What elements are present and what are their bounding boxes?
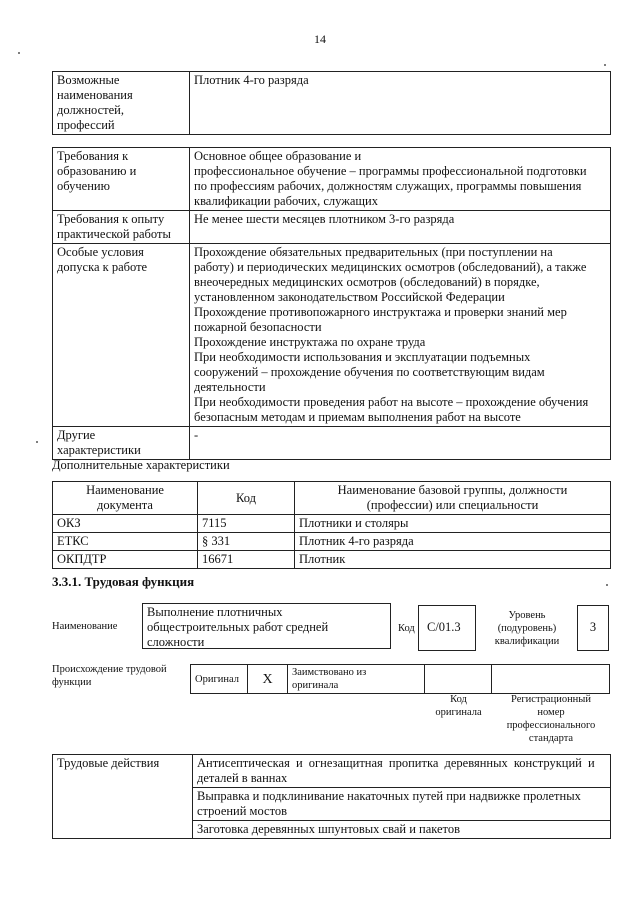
scan-artifact xyxy=(36,441,38,443)
requirements-label-line: обучению xyxy=(57,179,110,193)
scan-artifact xyxy=(606,584,608,586)
reg-number-label-line: профессионального xyxy=(506,720,596,731)
labor-action-item xyxy=(193,821,611,839)
function-code-label: Код xyxy=(398,623,415,634)
header-code-line: Код xyxy=(236,490,256,505)
requirements-value-line: работу) и периодических медицинских осмотров (обследований), а также xyxy=(194,260,587,274)
additional-table xyxy=(52,481,611,569)
requirements-label-line: допуска к работе xyxy=(57,260,148,274)
code-orig-label-line: Код xyxy=(450,694,467,705)
function-level-value: 3 xyxy=(589,620,597,634)
origin-table xyxy=(190,664,610,694)
row-name: Плотник xyxy=(295,551,611,569)
requirements-value-line: профессиональное обучение – программы профессиональной подготовки xyxy=(194,164,587,178)
original-mark-cell xyxy=(248,665,288,694)
original-label: Оригинал xyxy=(195,673,239,685)
row-name: Плотник 4-го разряда xyxy=(295,533,611,551)
requirements-label-cell xyxy=(53,148,190,211)
borrowed-label-line: оригинала xyxy=(292,680,339,691)
requirements-row-education xyxy=(53,148,611,211)
labor-action-line: Антисептическая и огнезащитная пропитка деревянных конструкций и xyxy=(197,756,595,770)
requirements-value-line: деятельности xyxy=(194,380,266,394)
header-doc-line: Наименование xyxy=(86,483,164,497)
requirements-label-line: Другие xyxy=(57,428,96,442)
function-level-label-line: (подуровень) xyxy=(497,623,557,634)
additional-header-row xyxy=(53,482,611,515)
function-level-box xyxy=(577,605,609,651)
requirements-value-line: При необходимости проведения работ на высоте – прохождение обучения xyxy=(194,395,589,409)
requirements-value-cell xyxy=(190,244,611,427)
labor-actions-label: Трудовые действия xyxy=(57,756,160,770)
requirements-value-line: Основное общее образование и xyxy=(194,149,362,163)
table-row xyxy=(53,515,611,533)
origin-label xyxy=(52,663,167,689)
requirements-value-cell xyxy=(190,211,611,244)
labor-action-item xyxy=(193,755,611,788)
row-name: Плотники и столяры xyxy=(295,515,611,533)
labor-action-line: деталей в ваннах xyxy=(197,771,288,785)
positions-table xyxy=(52,71,611,135)
function-level-label xyxy=(482,609,572,648)
requirements-value-line: безопасным методам и приемам выполнения работ на высоте xyxy=(194,410,521,424)
requirements-value-line: Не менее шести месяцев плотником 3-го разряда xyxy=(194,212,455,226)
function-level-label-line: Уровень xyxy=(508,610,546,621)
requirements-value-line: - xyxy=(194,428,199,442)
scan-artifact xyxy=(604,64,606,66)
additional-title: Дополнительные характеристики xyxy=(52,458,230,472)
requirements-value-line: Прохождение противопожарного инструктажа и проверки знаний мер xyxy=(194,305,567,319)
positions-label-line: Возможные xyxy=(57,73,120,87)
original-mark: X xyxy=(262,671,273,687)
code-orig-label xyxy=(425,693,492,719)
function-code-value: C/01.3 xyxy=(427,620,461,634)
header-name-line: (профессии) или специальности xyxy=(366,498,539,512)
reg-number-label xyxy=(492,693,610,745)
row-doc: ОКПДТР xyxy=(53,551,198,569)
positions-label-cell xyxy=(53,72,190,135)
row-doc: ОКЗ xyxy=(53,515,198,533)
reg-number-label-line: стандарта xyxy=(528,733,574,744)
function-name-label: Наименование xyxy=(52,621,118,632)
requirements-row-other xyxy=(53,427,611,460)
labor-actions-table xyxy=(52,754,611,839)
origin-label-line: функции xyxy=(52,677,92,688)
borrowed-label-line: Заимствовано из xyxy=(292,667,367,678)
function-name-line: сложности xyxy=(147,635,205,649)
labor-actions-row xyxy=(53,755,611,788)
requirements-value-line: Прохождение обязательных предварительных (при поступлении на xyxy=(194,245,553,259)
requirements-label-cell xyxy=(53,211,190,244)
header-doc xyxy=(53,482,198,515)
requirements-label-line: образованию и xyxy=(57,164,137,178)
header-name xyxy=(295,482,611,515)
function-code-box xyxy=(418,605,476,651)
page-number: 14 xyxy=(314,32,326,46)
requirements-value-line: установленном законодательством Российской Федерации xyxy=(194,290,505,304)
labor-action-line: Заготовка деревянных шпунтовых свай и пакетов xyxy=(197,822,461,836)
borrowed-cell xyxy=(288,665,425,694)
header-name-line: Наименование базовой группы, должности xyxy=(337,483,568,497)
requirements-value-line: внеочередных медицинских осмотров (обследований) в порядке, xyxy=(194,275,540,289)
requirements-value-line: При необходимости использования и эксплуатации подъемных xyxy=(194,350,531,364)
requirements-value-line: по профессиям рабочих, должностям служащих, программы повышения xyxy=(194,179,582,193)
positions-label-line: наименования xyxy=(57,88,133,102)
requirements-label-line: Требования к xyxy=(57,149,129,163)
code-orig-cell xyxy=(425,665,492,694)
reg-number-label-line: Регистрационный xyxy=(511,694,591,705)
function-name-line: общестроительных работ средней xyxy=(147,620,329,634)
function-heading: 3.3.1. Трудовая функция xyxy=(52,574,195,589)
requirements-table xyxy=(52,147,611,460)
requirements-value-cell xyxy=(190,148,611,211)
requirements-label-cell xyxy=(53,244,190,427)
row-code: 16671 xyxy=(198,551,295,569)
row-doc: ЕТКС xyxy=(53,533,198,551)
reg-number-label-line: номер xyxy=(537,707,565,718)
row-code: 7115 xyxy=(198,515,295,533)
requirements-value-line: Прохождение инструктажа по охране труда xyxy=(194,335,426,349)
requirements-label-line: Требования к опыту xyxy=(57,212,165,226)
function-name-line: Выполнение плотничных xyxy=(147,605,283,619)
requirements-value-cell xyxy=(190,427,611,460)
labor-action-item xyxy=(193,788,611,821)
positions-value: Плотник 4-го разряда xyxy=(194,73,309,87)
function-level-label-line: квалификации xyxy=(494,636,560,647)
scan-artifact xyxy=(18,52,20,54)
original-cell xyxy=(191,665,248,694)
code-orig-label-line: оригинала xyxy=(435,707,482,718)
table-row xyxy=(53,533,611,551)
requirements-row-experience xyxy=(53,211,611,244)
requirements-value-line: квалификации рабочих, служащих xyxy=(194,194,378,208)
requirements-label-line: характеристики xyxy=(57,443,141,457)
labor-action-line: строений мостов xyxy=(197,804,288,818)
reg-number-cell xyxy=(492,665,610,694)
origin-label-line: Происхождение трудовой xyxy=(52,664,167,675)
requirements-row-special-conditions xyxy=(53,244,611,427)
requirements-value-line: пожарной безопасности xyxy=(194,320,322,334)
labor-actions-label-cell xyxy=(53,755,193,839)
requirements-value-line: сооружений – прохождение обучения по соответствующим видам xyxy=(194,365,545,379)
table-row xyxy=(53,551,611,569)
requirements-label-line: практической работы xyxy=(57,227,171,241)
requirements-label-cell xyxy=(53,427,190,460)
labor-action-line: Выправка и подклинивание накаточных путей при надвижке пролетных xyxy=(197,789,581,803)
header-code xyxy=(198,482,295,515)
positions-value-cell xyxy=(190,72,611,135)
requirements-label-line: Особые условия xyxy=(57,245,144,259)
positions-label-line: профессий xyxy=(57,118,115,132)
function-name-box xyxy=(142,603,391,649)
header-doc-line: документа xyxy=(97,498,153,512)
row-code: § 331 xyxy=(198,533,295,551)
positions-label-line: должностей, xyxy=(57,103,124,117)
